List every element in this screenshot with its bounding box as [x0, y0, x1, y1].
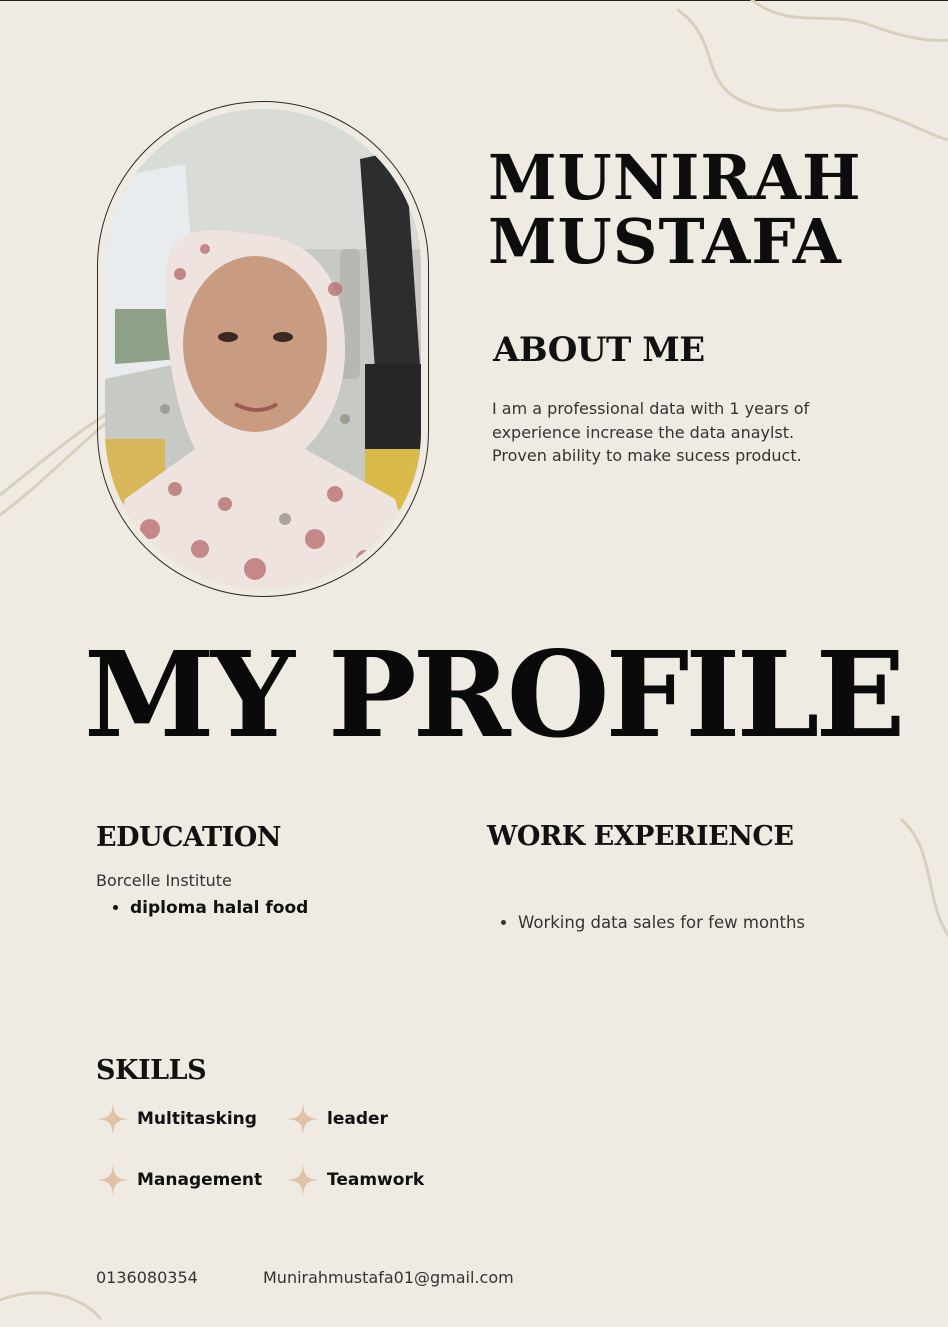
- skill-item: [285, 1162, 424, 1198]
- about-text: I am a professional data with 1 years of experience increase the data anaylst. Proven ability to make sucess product.: [492, 399, 810, 465]
- last-name: MUSTAFA: [488, 205, 842, 278]
- skill-item: [285, 1101, 388, 1137]
- education-institute: Borcelle Institute: [96, 871, 232, 890]
- about-title: ABOUT ME: [493, 330, 705, 370]
- work-experience-list: [488, 913, 805, 932]
- education-item: • diploma halal food: [130, 898, 308, 918]
- sparkle-icon: [285, 1101, 321, 1137]
- sparkle-icon: [95, 1101, 131, 1137]
- education-list: [96, 898, 308, 918]
- skills-title: SKILLS: [96, 1055, 207, 1086]
- full-name: [488, 141, 862, 278]
- skill-label: Teamwork: [327, 1170, 425, 1190]
- education-title: EDUCATION: [96, 822, 281, 853]
- skill-label: Multitasking: [137, 1109, 257, 1129]
- skill-item: [95, 1101, 257, 1137]
- profile-photo: [105, 109, 421, 589]
- sparkle-icon: [285, 1162, 321, 1198]
- work-experience-title: WORK EXPERIENCE: [487, 821, 794, 852]
- first-name: MUNIRAH: [488, 141, 862, 214]
- hero-title: MY PROFILE: [84, 625, 902, 764]
- top-border: [0, 0, 948, 1]
- skill-label: leader: [327, 1109, 388, 1129]
- contact-phone: 0136080354: [96, 1268, 198, 1287]
- skill-label: Management: [137, 1170, 263, 1190]
- work-experience-item: • Working data sales for few months: [518, 913, 805, 932]
- skill-item: [95, 1162, 262, 1198]
- sparkle-icon: [95, 1162, 131, 1198]
- contact-email: Munirahmustafa01@gmail.com: [263, 1268, 514, 1287]
